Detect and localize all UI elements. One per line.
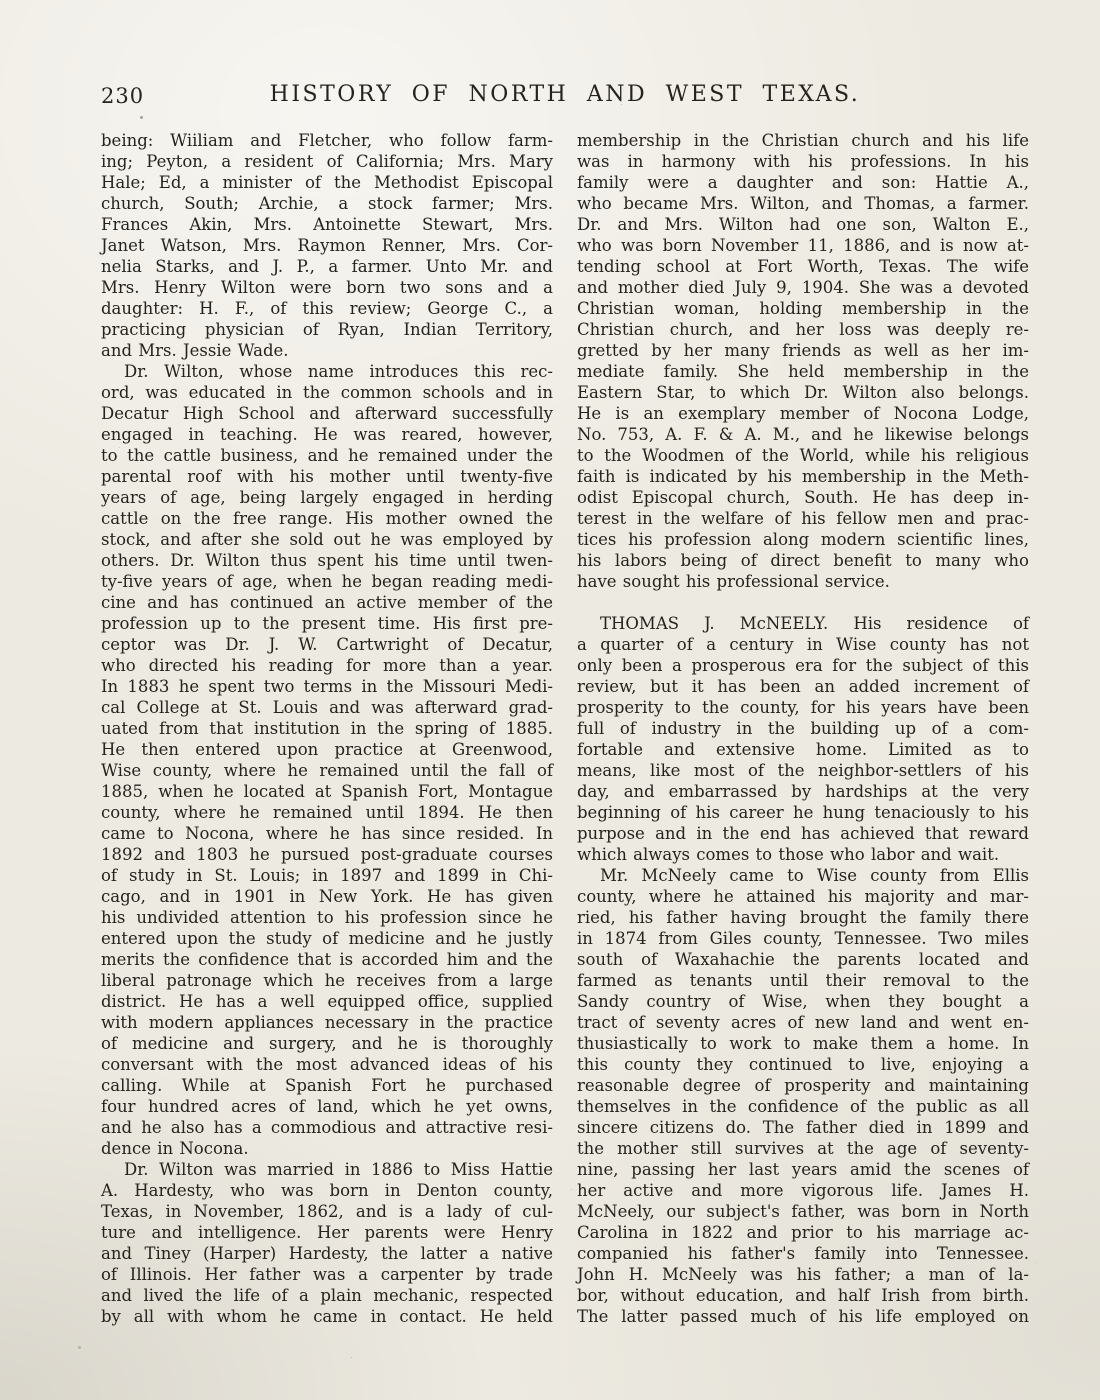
text-line: Decatur High School and afterward successfully (101, 404, 553, 423)
text-line: Sandy country of Wise, when they bought a (577, 992, 1029, 1011)
text-line: cine and has continued an active member of the (101, 593, 553, 612)
text-line: In 1883 he spent two terms in the Missouri Medi- (101, 677, 553, 696)
text-line: who was born November 11, 1886, and is now at- (577, 236, 1029, 255)
text-line: who became Mrs. Wilton, and Thomas, a farmer. (577, 194, 1029, 213)
text-line: which always comes to those who labor and wait. (577, 845, 1000, 864)
text-line: his undivided attention to his profession since he (101, 908, 553, 927)
text-line: liberal patronage which he receives from a large (101, 971, 553, 990)
paragraph (101, 130, 553, 361)
text-line: faith is indicated by his membership in the Meth- (577, 467, 1029, 486)
text-line: of study in St. Louis; in 1897 and 1899 in Chi- (101, 866, 553, 885)
text-line: merits the confidence that is accorded him and the (101, 950, 553, 969)
text-line: and Mrs. Jessie Wade. (101, 341, 289, 360)
text-line: Eastern Star, to which Dr. Wilton also belongs. (577, 383, 1029, 402)
text-line: Mr. McNeely came to Wise county from Ellis (600, 866, 1029, 885)
text-line: day, and embarrassed by hardships at the very (577, 782, 1029, 801)
text-line: and mother died July 9, 1904. She was a devoted (577, 278, 1029, 297)
paragraph (101, 361, 553, 1159)
text-line: practicing physician of Ryan, Indian Territory, (101, 320, 553, 339)
text-line: Frances Akin, Mrs. Antoinette Stewart, Mrs. (101, 215, 553, 234)
text-line: in 1874 from Giles county, Tennessee. Two miles (577, 929, 1029, 948)
text-line: Janet Watson, Mrs. Raymon Renner, Mrs. Cor- (101, 236, 553, 255)
text-line: No. 753, A. F. & A. M., and he likewise belongs (577, 425, 1029, 444)
text-line: uated from that institution in the spring of 1885. (101, 719, 553, 738)
text-line: only been a prosperous era for the subject of this (577, 656, 1029, 675)
text-line: county, where he remained until 1894. He then (101, 803, 553, 822)
text-line: dence in Nocona. (101, 1139, 249, 1158)
text-line: parental roof with his mother until twenty-five (101, 467, 553, 486)
text-line: his labors being of direct benefit to many who (577, 551, 1029, 570)
text-line: being: Wiiliam and Fletcher, who follow farm- (101, 131, 553, 150)
text-line: THOMAS J. McNEELY. His residence of (600, 614, 1029, 633)
paragraph (577, 130, 1029, 592)
text-line: John H. McNeely was his father; a man of la- (577, 1265, 1029, 1284)
text-line: Christian church, and her loss was deeply re- (577, 320, 1029, 339)
text-line: ceptor was Dr. J. W. Cartwright of Decatur, (101, 635, 553, 654)
text-line: by all with whom he came in contact. He held (101, 1307, 553, 1326)
text-line: profession up to the present time. His first pre- (101, 614, 553, 633)
text-line: farmed as tenants until their removal to the (577, 971, 1029, 990)
text-line: and lived the life of a plain mechanic, respected (101, 1286, 553, 1305)
text-line: with modern appliances necessary in the practice (101, 1013, 553, 1032)
right-column (577, 130, 1029, 1327)
text-line: south of Waxahachie the parents located and (577, 950, 1029, 969)
text-line: came to Nocona, where he has since resided. In (101, 824, 553, 843)
text-line: full of industry in the building up of a com- (577, 719, 1029, 738)
text-line: odist Episcopal church, South. He has deep in- (577, 488, 1029, 507)
text-line: Texas, in November, 1862, and is a lady of cul- (101, 1202, 553, 1221)
text-line: tending school at Fort Worth, Texas. The wife (577, 257, 1029, 276)
text-line: nelia Starks, and J. P., a farmer. Unto Mr. and (101, 257, 553, 276)
text-line: terest in the welfare of his fellow men and prac- (577, 509, 1029, 528)
text-line: A. Hardesty, who was born in Denton county, (101, 1181, 553, 1200)
text-line: McNeely, our subject's father, was born in North (577, 1202, 1029, 1221)
text-line: and Tiney (Harper) Hardesty, the latter a native (101, 1244, 553, 1263)
text-line: themselves in the confidence of the public as all (577, 1097, 1029, 1116)
paragraph (577, 613, 1029, 865)
text-line: prosperity to the county, for his years have been (577, 698, 1029, 717)
text-line: tract of seventy acres of new land and went en- (577, 1013, 1029, 1032)
text-line: sincere citizens do. The father died in 1899 and (577, 1118, 1029, 1137)
text-line: to the Woodmen of the World, while his religious (577, 446, 1029, 465)
text-line: Dr. Wilton was married in 1886 to Miss Hattie (124, 1160, 553, 1179)
text-line: companied his father's family into Tennessee. (577, 1244, 1029, 1263)
text-line: calling. While at Spanish Fort he purchased (101, 1076, 553, 1095)
text-line: 1885, when he located at Spanish Fort, Montague (101, 782, 553, 801)
text-line: ty-five years of age, when he began reading medi- (101, 572, 553, 591)
text-line: thusiastically to work to make them a home. In (577, 1034, 1029, 1053)
text-line: entered upon the study of medicine and he justly (101, 929, 553, 948)
running-header: HISTORY OF NORTH AND WEST TEXAS. (269, 82, 861, 107)
text-line: Dr. and Mrs. Wilton had one son, Walton E., (577, 215, 1029, 234)
text-line: cattle on the free range. His mother owned the (101, 509, 553, 528)
paragraph (101, 1159, 553, 1327)
text-line: district. He has a well equipped office, supplied (101, 992, 553, 1011)
text-line: family were a daughter and son: Hattie A., (577, 173, 1029, 192)
text-line: Mrs. Henry Wilton were born two sons and a (101, 278, 553, 297)
text-line: a quarter of a century in Wise county has not (577, 635, 1029, 654)
text-line: cal College at St. Louis and was afterward grad- (101, 698, 553, 717)
text-line: conversant with the most advanced ideas of his (101, 1055, 553, 1074)
text-line: four hundred acres of land, which he yet owns, (101, 1097, 553, 1116)
text-line: and he also has a commodious and attractive resi- (101, 1118, 553, 1137)
paragraph (577, 865, 1029, 1327)
text-line: reasonable degree of prosperity and maintaining (577, 1076, 1029, 1095)
text-line: the mother still survives at the age of seventy- (577, 1139, 1029, 1158)
text-line: Carolina in 1822 and prior to his marriage ac- (577, 1223, 1029, 1242)
text-line: 1892 and 1803 he pursued post-graduate courses (101, 845, 553, 864)
text-line: who directed his reading for more than a year. (101, 656, 553, 675)
text-line: Wise county, where he remained until the fall of (101, 761, 553, 780)
text-line: Dr. Wilton, whose name introduces this rec- (124, 362, 553, 381)
text-line: of Illinois. Her father was a carpenter by trade (101, 1265, 553, 1284)
text-line: fortable and extensive home. Limited as to (577, 740, 1029, 759)
text-line: ing; Peyton, a resident of California; Mrs. Mary (101, 152, 553, 171)
text-line: ried, his father having brought the family there (577, 908, 1029, 927)
text-line: means, like most of the neighbor-settlers of his (577, 761, 1029, 780)
text-line: stock, and after she sold out he was employed by (101, 530, 553, 549)
text-line: purpose and in the end has achieved that reward (577, 824, 1029, 843)
text-line: cago, and in 1901 in New York. He has given (101, 887, 553, 906)
text-line: Hale; Ed, a minister of the Methodist Episcopal (101, 173, 553, 192)
text-line: beginning of his career he hung tenaciously to his (577, 803, 1029, 822)
text-line: membership in the Christian church and his life (577, 131, 1029, 150)
text-line: Christian woman, holding membership in the (577, 299, 1029, 318)
text-line: nine, passing her last years amid the scenes of (577, 1160, 1029, 1179)
text-line: county, where he attained his majority and mar- (577, 887, 1029, 906)
text-line: He then entered upon practice at Greenwood, (101, 740, 553, 759)
text-line: engaged in teaching. He was reared, however, (101, 425, 553, 444)
text-line: have sought his professional service. (577, 572, 890, 591)
text-line: this county they continued to live, enjoying a (577, 1055, 1029, 1074)
text-line: of medicine and surgery, and he is thoroughly (101, 1034, 553, 1053)
text-line: church, South; Archie, a stock farmer; Mrs. (101, 194, 553, 213)
text-line: He is an exemplary member of Nocona Lodge, (577, 404, 1029, 423)
text-line: The latter passed much of his life employed on (577, 1307, 1029, 1326)
text-line: bor, without education, and half Irish from birth. (577, 1286, 1029, 1305)
text-line: was in harmony with his professions. In his (577, 152, 1029, 171)
text-line: ord, was educated in the common schools and in (101, 383, 553, 402)
left-column (101, 130, 553, 1327)
text-line: tices his profession along modern scientific lines, (577, 530, 1029, 549)
text-line: to the cattle business, and he remained under the (101, 446, 553, 465)
page-number: 230 (101, 84, 145, 108)
text-line: daughter: H. F., of this review; George C., a (101, 299, 553, 318)
text-line: ture and intelligence. Her parents were Henry (101, 1223, 553, 1242)
text-line: mediate family. She held membership in the (577, 362, 1029, 381)
paper-specks (140, 116, 143, 119)
text-line: gretted by her many friends as well as her im- (577, 341, 1029, 360)
text-line: years of age, being largely engaged in herding (101, 488, 553, 507)
text-line: others. Dr. Wilton thus spent his time until twen- (101, 551, 553, 570)
text-line: her active and more vigorous life. James H. (577, 1181, 1029, 1200)
text-line: review, but it has been an added increment of (577, 677, 1029, 696)
